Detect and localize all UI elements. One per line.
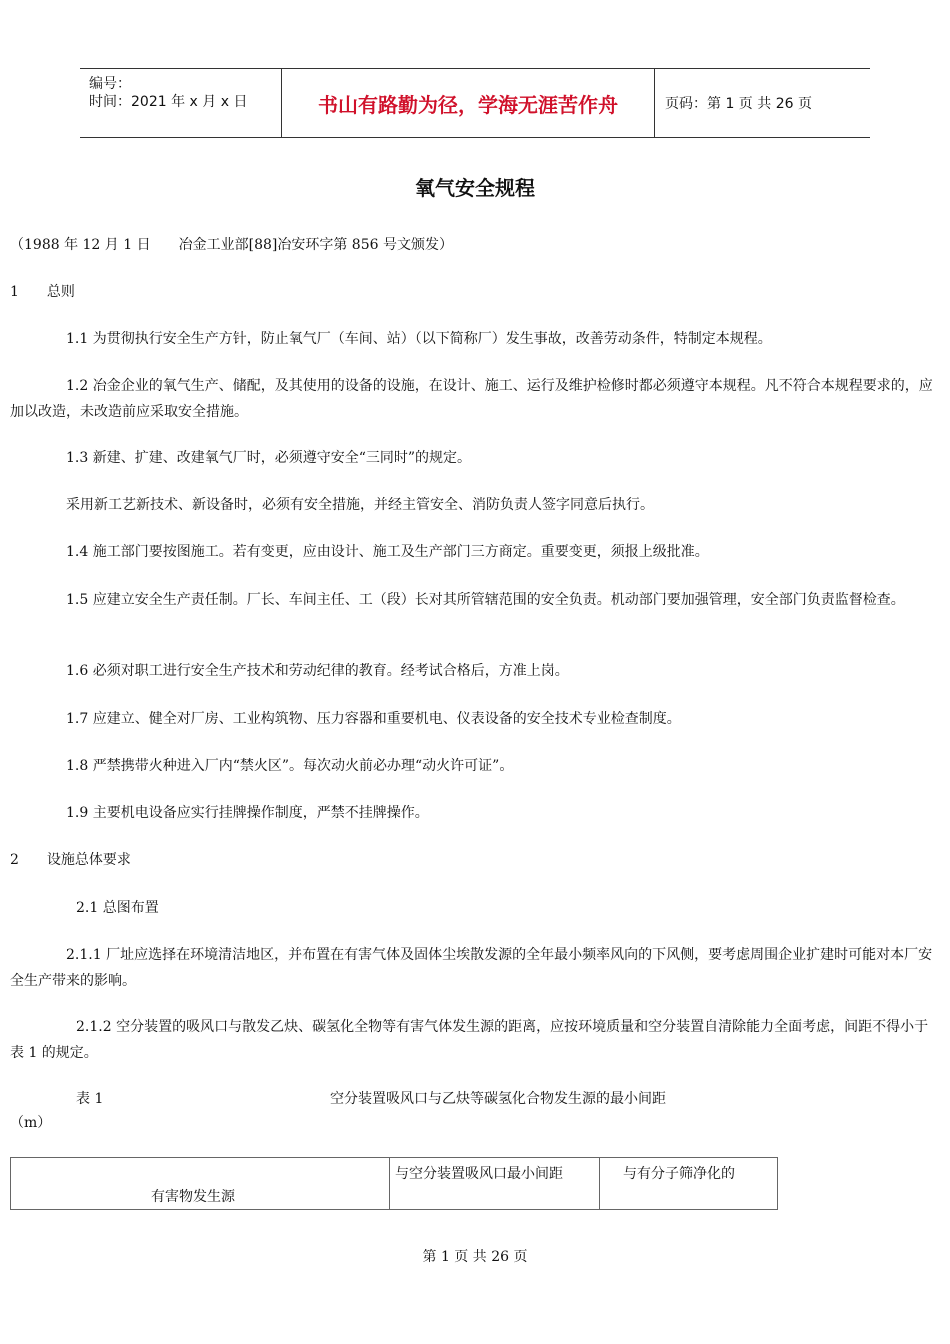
page-footer: 第 1 页 共 26 页 (422, 1249, 528, 1265)
table-divider (599, 1158, 600, 1209)
table-header-sieve: 与有分子筛净化的 (623, 1166, 735, 1182)
paragraph-2-1: 2.1 总图布置 (76, 900, 159, 916)
paragraph-1-4: 1.4 施工部门要按图施工。若有变更，应由设计、施工及生产部门三方商定。重要变更，须报上级批准。 (66, 544, 709, 560)
table-header-source: 有害物发生源 (151, 1189, 235, 1205)
code-label: 编号： (89, 76, 131, 92)
paragraph-1-9: 1.9 主要机电设备应实行挂牌操作制度，严禁不挂牌操作。 (66, 805, 429, 821)
paragraph-1-6: 1.6 必须对职工进行安全生产技术和劳动纪律的教育。经考试合格后，方准上岗。 (66, 663, 569, 679)
table-label: 表 1 (76, 1091, 104, 1107)
paragraph-2-1-1: 2.1.1 厂址应选择在环境清洁地区，并布置在有害气体及固体尘埃散发源的全年最小频率风向的下风侧，要考虑周围企业扩建时可能对本厂安全生产带来的影响。 (10, 947, 933, 989)
paragraph-1-1: 1.1 为贯彻执行安全生产方针，防止氧气厂（车间、站）（以下简称厂）发生事故，改善劳动条件，特制定本规程。 (66, 331, 772, 347)
page-info: 页码：第 1 页 共 26 页 (665, 96, 812, 112)
paragraph-2-1-2: 2.1.2 空分装置的吸风口与散发乙炔、碳氢化全物等有害气体发生源的距离，应按环境质量和空分装置自清除能力全面考虑，间距不得小于表 1 的规定。 (10, 1019, 929, 1061)
table-divider (389, 1158, 390, 1209)
table-caption: 空分装置吸风口与乙炔等碳氢化合物发生源的最小间距 (330, 1091, 666, 1107)
time-label: 时间：2021 年 x 月 x 日 (89, 94, 248, 110)
section-1-heading: 1 总则 (10, 284, 75, 300)
paragraph-1-3b: 采用新工艺新技术、新设备时，必须有安全措施，并经主管安全、消防负责人签字同意后执行。 (66, 497, 654, 513)
section-2-heading: 2 设施总体要求 (10, 852, 131, 868)
table-header-min-distance: 与空分装置吸风口最小间距 (395, 1166, 563, 1182)
paragraph-1-7: 1.7 应建立、健全对厂房、工业构筑物、压力容器和重要机电、仪表设备的安全技术专业检查制度。 (66, 711, 681, 727)
paragraph-1-2: 1.2 冶金企业的氧气生产、储配，及其使用的设备的设施，在设计、施工、运行及维护检修时都必须遵守本规程。凡不符合本规程要求的，应加以改造，未改造前应采取安全措施。 (10, 378, 933, 420)
table-unit: （m） (10, 1115, 52, 1131)
motto: 书山有路勤为径，学海无涯苦作舟 (282, 69, 655, 137)
header-meta-cell (80, 69, 282, 137)
header-table (80, 68, 870, 138)
distance-table (10, 1157, 778, 1210)
paragraph-1-5: 1.5 应建立安全生产责任制。厂长、车间主任、工（段）长对其所管辖范围的安全负责。机动部门要加强管理，安全部门负责监督检查。 (66, 592, 905, 608)
issue-note: （1988 年 12 月 1 日 冶金工业部[88]冶安环字第 856 号文颁发） (10, 237, 453, 253)
paragraph-1-8: 1.8 严禁携带火种进入厂内“禁火区”。每次动火前必办理“动火许可证”。 (66, 758, 514, 774)
document-title: 氧气安全规程 (415, 176, 535, 200)
paragraph-1-3: 1.3 新建、扩建、改建氧气厂时，必须遵守安全“三同时”的规定。 (66, 450, 472, 466)
